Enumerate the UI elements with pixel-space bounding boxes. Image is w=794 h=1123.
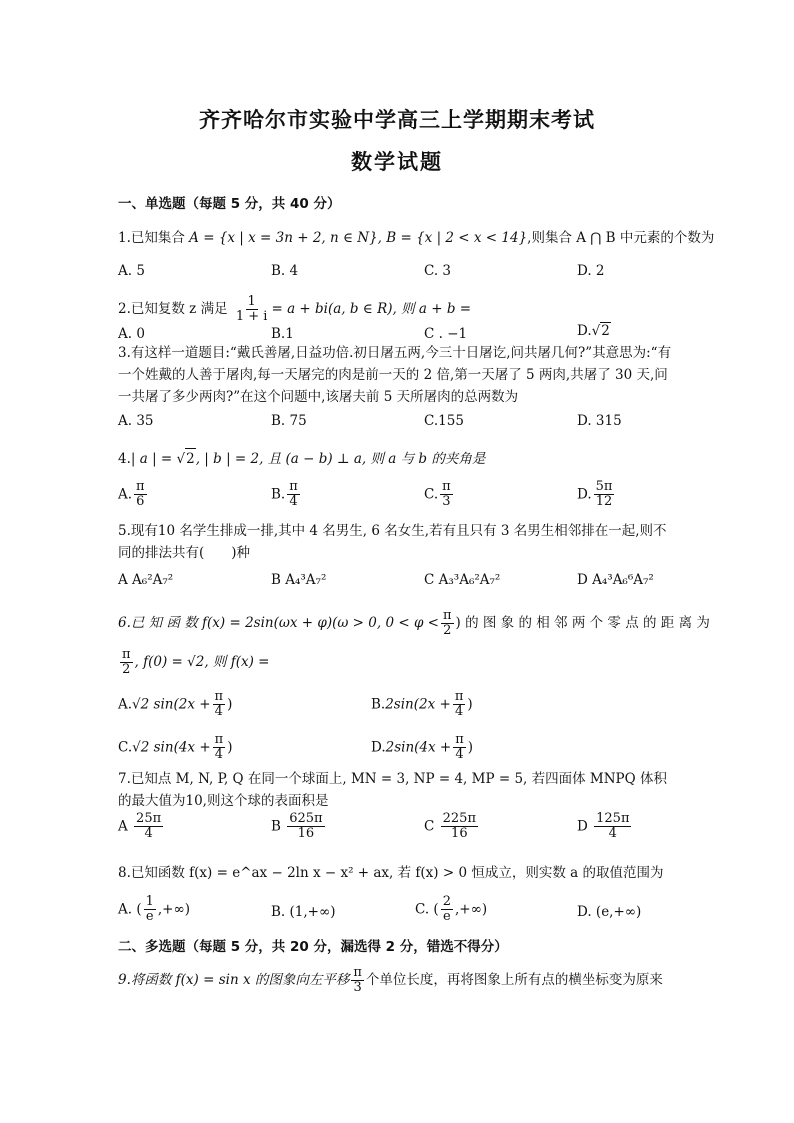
q3-option-d: D. 315: [577, 413, 622, 429]
q3-option-b: B. 75: [271, 413, 307, 429]
q4-option-b: B. $\frac{\pi}{4}$: [271, 479, 298, 510]
q1-option-a: A. 5: [118, 263, 145, 279]
sqrt-symbol: √ 2: [591, 323, 610, 339]
section-heading-single-choice: 一、单选题（每题 5 分，共 40 分）: [118, 196, 341, 212]
q2-option-b: B.1: [271, 326, 294, 342]
question-9: 9.将函数 f(x) = sin x 的图象向左平移 $\frac{\pi}{3}$ 个单位长度，再将图象上所有点的横坐标变为原来: [118, 964, 663, 995]
q1-sets: A = {x | x = 3n + 2, n ∈ N}, B = {x | 2 < x < 14}: [189, 230, 528, 246]
q2-fraction: $\frac{1}{1 + i}$: [235, 293, 268, 324]
exam-subtitle: 数学试题: [351, 150, 443, 174]
question-1: 1.已知集合 A = {x | x = 3n + 2, n ∈ N}, B = {x | 2 < x < 14},则集合 A ⋂ B 中元素的个数为: [118, 230, 715, 246]
q7-option-b: B $\frac{625\pi}{16}$: [271, 811, 323, 842]
question-8: 8.已知函数 f(x) = e^ax − 2ln x − x² + ax, 若 f(x) > 0 恒成立，则实数 a 的取值范围为: [118, 865, 664, 881]
sqrt-symbol: √ 2: [177, 448, 196, 469]
q3-option-a: A. 35: [118, 413, 154, 429]
question-7: 7.已知点 M, N, P, Q 在同一个球面上, MN = 3, NP = 4, MP = 5, 若四面体 MNPQ 体积的最大值为10,则这个球的表面积是: [118, 771, 667, 809]
q7-option-d: D $\frac{125\pi}{4}$: [577, 811, 630, 842]
q6-option-a: A.√2 sin(2x + $\frac{\pi}{4}$ ): [118, 689, 233, 720]
q7-option-c: C $\frac{225\pi}{16}$: [424, 811, 476, 842]
question-3: 3.有这样一道题目:“戴氏善屠,日益功倍.初日屠五两,今三十日屠讫,问共屠几何?”其意思为:“有一个姓戴的人善于屠肉,每一天屠完的肉是前一天的 2 倍,第一天屠了 5 两肉,共屠了 30 天,问一共屠了多少两肉?”在这个问题中,该屠夫前 5 天所屠肉的总两数为: [118, 345, 672, 405]
q8-option-a: A. ( $\frac{1}{e}$ ,+∞): [118, 894, 191, 925]
q4-option-c: C. $\frac{\pi}{3}$: [424, 479, 451, 510]
q5-option-b: B A₄³A₇²: [271, 572, 327, 588]
q1-option-b: B. 4: [271, 263, 299, 279]
q6-option-b: B.2sin(2x + $\frac{\pi}{4}$ ): [371, 689, 473, 720]
q8-option-d: D. (e,+∞): [577, 904, 642, 920]
exam-title: 齐齐哈尔市实验中学高三上学期期末考试: [199, 108, 595, 132]
q5-option-d: D A₄³A₆⁶A₇²: [577, 572, 654, 588]
question-5: 5.现有10 名学生排成一排,其中 4 名男生, 6 名女生,若有且只有 3 名男生相邻排在一起,则不同的排法共有( )种: [118, 523, 667, 561]
section-heading-multiple-choice: 二、多选题（每题 5 分，共 20 分，漏选得 2 分，错选不得分）: [118, 939, 508, 955]
q2-option-c: C . −1: [424, 326, 468, 342]
q1-option-c: C. 3: [424, 263, 452, 279]
question-6-line-2: $\frac{\pi}{2}$ , f(0) = √2, 则 f(x) =: [122, 646, 270, 677]
q3-option-c: C.155: [424, 413, 464, 429]
question-6-line-1: 6.已 知 函 数 f(x) = 2sin(ωx + φ)(ω > 0, 0 < φ < $\frac{\pi}{2}$ ) 的 图 象 的 相 邻 两 个 零 点 的 距 离 为: [118, 607, 710, 638]
q4-option-a: A. $\frac{\pi}{6}$: [118, 479, 145, 510]
q8-option-b: B. (1,+∞): [271, 904, 336, 920]
q5-option-a: A A₆²A₇²: [118, 572, 174, 588]
q6-option-c: C.√2 sin(4x + $\frac{\pi}{4}$ ): [118, 732, 233, 763]
q2-option-a: A. 0: [118, 326, 145, 342]
q7-option-a: A $\frac{25\pi}{4}$: [118, 811, 162, 842]
q2-option-d: D.√ 2: [577, 323, 610, 339]
q5-option-c: C A₃³A₆²A₇²: [424, 572, 501, 588]
q4-option-d: D. $\frac{5\pi}{12}$: [577, 479, 613, 510]
q1-option-d: D. 2: [577, 263, 605, 279]
question-4: 4.| a | = √ 2 , | b | = 2, 且 (a − b) ⊥ a, 则 a 与 b 的夹角是: [118, 448, 678, 469]
q6-option-d: D.2sin(4x + $\frac{\pi}{4}$ ): [371, 732, 474, 763]
question-2: 2.已知复数 z 满足 $\frac{1}{1 + i}$ = a + bi(a, b ∈ R), 则 a + b =: [118, 293, 472, 324]
q8-option-c: C. ( $\frac{2}{e}$ ,+∞): [415, 894, 488, 925]
